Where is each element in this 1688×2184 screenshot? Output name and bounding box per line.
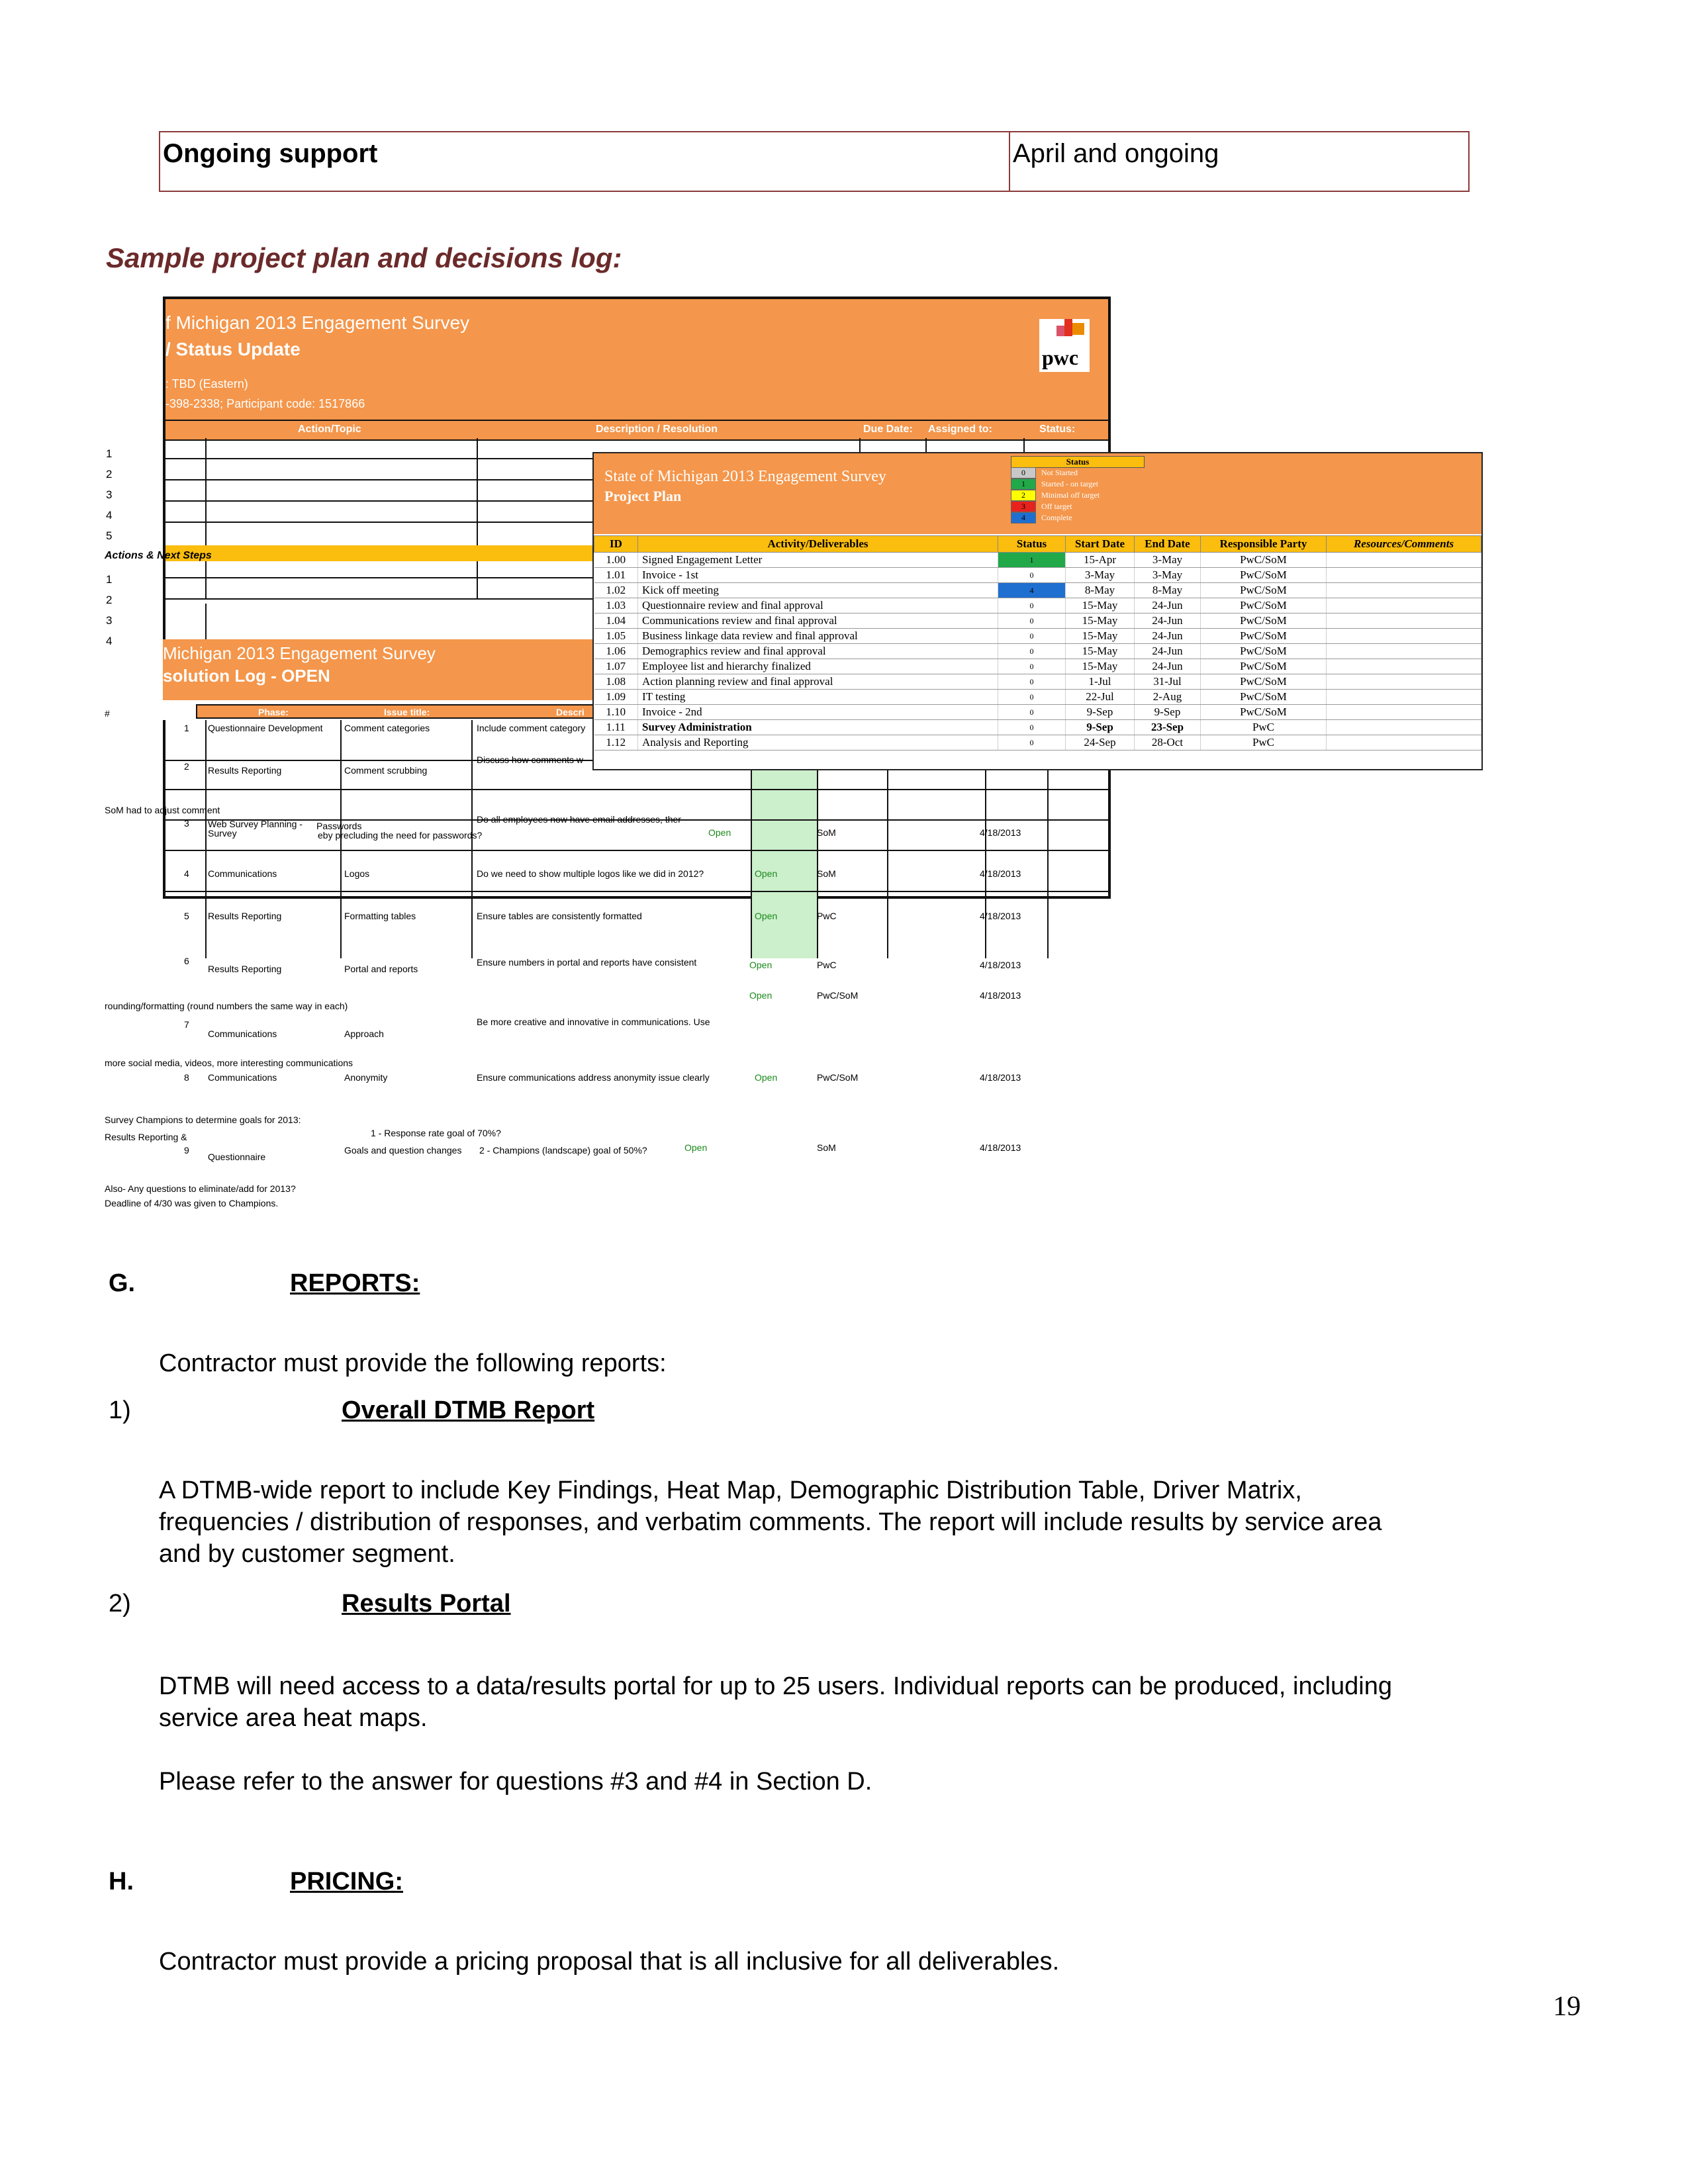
- project-plan-sheet: [592, 452, 1483, 770]
- plan-cell-end: 24-Jun: [1135, 598, 1201, 614]
- plan-cell-end: 3-May: [1135, 553, 1201, 568]
- plan-row: [594, 644, 1481, 659]
- next-step-numbers: 1 2 3 4: [106, 573, 113, 647]
- plan-cell-party: PwC/SoM: [1201, 690, 1327, 705]
- issue-overflow-4: Survey Champions to determine goals for 2013:: [105, 1115, 301, 1125]
- plan-cell-end: 9-Sep: [1135, 705, 1201, 720]
- plan-col-start: Start Date: [1066, 536, 1135, 553]
- plan-cell-id: 1.02: [594, 583, 638, 598]
- plan-row: [594, 720, 1481, 735]
- issue-col-phase: Phase:: [258, 707, 289, 717]
- plan-cell-party: PwC/SoM: [1201, 644, 1327, 659]
- plan-cell-status: 0: [998, 598, 1066, 614]
- item-2-number: 2): [109, 1590, 131, 1617]
- issue-overflow-5: Results Reporting &: [105, 1132, 187, 1142]
- plan-col-activity: Activity/Deliverables: [638, 536, 998, 553]
- plan-cell-id: 1.11: [594, 720, 638, 735]
- plan-cell-start: 15-Apr: [1066, 553, 1135, 568]
- issue-log-subtitle: solution Log - OPEN: [163, 666, 330, 686]
- issue-overflow-2: rounding/formatting (round numbers the same way in each): [105, 1001, 348, 1011]
- plan-col-id: ID: [594, 536, 638, 553]
- plan-cell-end: 24-Jun: [1135, 614, 1201, 629]
- plan-col-party: Responsible Party: [1201, 536, 1327, 553]
- plan-cell-start: 3-May: [1066, 568, 1135, 583]
- plan-col-end: End Date: [1135, 536, 1201, 553]
- status-legend: Status: [1011, 456, 1145, 468]
- col-due-date: Due Date:: [863, 424, 913, 435]
- plan-cell-start: 24-Sep: [1066, 735, 1135, 751]
- timeline-table: [159, 131, 1470, 192]
- issue-col-hash: #: [105, 708, 110, 719]
- plan-cell-status: 0: [998, 629, 1066, 644]
- plan-cell-end: 24-Jun: [1135, 644, 1201, 659]
- plan-cell-party: PwC/SoM: [1201, 659, 1327, 674]
- plan-cell-resources: [1327, 674, 1481, 690]
- plan-cell-end: 3-May: [1135, 568, 1201, 583]
- plan-cell-party: PwC: [1201, 735, 1327, 751]
- plan-row: [594, 674, 1481, 690]
- plan-cell-id: 1.05: [594, 629, 638, 644]
- section-h-title: PRICING:: [290, 1868, 403, 1895]
- plan-cell-id: 1.06: [594, 644, 638, 659]
- issue-log-title: Michigan 2013 Engagement Survey: [163, 643, 436, 663]
- plan-cell-status: 1: [998, 553, 1066, 568]
- plan-cell-end: 24-Jun: [1135, 659, 1201, 674]
- plan-cell-status: 0: [998, 705, 1066, 720]
- issue-overflow-6: 1 - Response rate goal of 70%?: [371, 1128, 501, 1138]
- plan-cell-id: 1.00: [594, 553, 638, 568]
- plan-cell-status: 0: [998, 568, 1066, 583]
- item-2-title: Results Portal: [342, 1590, 511, 1617]
- plan-row: [594, 598, 1481, 614]
- status-sheet-line2: -398-2338; Participant code: 1517866: [165, 397, 365, 410]
- plan-cell-party: PwC/SoM: [1201, 568, 1327, 583]
- project-plan-table: [594, 535, 1481, 751]
- reports-intro: Contractor must provide the following reports:: [159, 1349, 667, 1377]
- status-row-numbers: 1 2 3 4 5: [106, 447, 113, 542]
- issue-col-desc: Descri: [556, 707, 585, 717]
- plan-cell-status: 0: [998, 690, 1066, 705]
- plan-row: [594, 659, 1481, 674]
- issue-overflow-8: Deadline of 4/30 was given to Champions.: [105, 1198, 279, 1208]
- sample-heading: Sample project plan and decisions log:: [106, 242, 622, 273]
- plan-cell-activity: Questionnaire review and final approval: [638, 598, 998, 614]
- legend-items: 0 Not Started 1 Started - on target 2 Minimal off target 3 Off target 4 Complete: [1011, 467, 1100, 523]
- plan-cell-resources: [1327, 568, 1481, 583]
- plan-cell-activity: Communications review and final approval: [638, 614, 998, 629]
- col-description: Description / Resolution: [596, 424, 718, 435]
- section-d-reference: Please refer to the answer for questions #3 and #4 in Section D.: [159, 1768, 872, 1796]
- plan-header-row: [594, 536, 1481, 553]
- plan-cell-resources: [1327, 690, 1481, 705]
- plan-cell-party: PwC/SoM: [1201, 583, 1327, 598]
- plan-cell-status: 0: [998, 614, 1066, 629]
- plan-row: [594, 568, 1481, 583]
- plan-cell-id: 1.08: [594, 674, 638, 690]
- section-g-title: REPORTS:: [290, 1269, 420, 1297]
- plan-cell-resources: [1327, 629, 1481, 644]
- plan-row: [594, 553, 1481, 568]
- plan-cell-status: 0: [998, 674, 1066, 690]
- status-sheet-subtitle: / Status Update: [165, 339, 301, 359]
- plan-cell-end: 24-Jun: [1135, 629, 1201, 644]
- plan-title: State of Michigan 2013 Engagement Survey: [604, 468, 886, 485]
- plan-cell-resources: [1327, 583, 1481, 598]
- plan-cell-id: 1.10: [594, 705, 638, 720]
- plan-cell-party: PwC/SoM: [1201, 614, 1327, 629]
- plan-cell-activity: IT testing: [638, 690, 998, 705]
- plan-cell-id: 1.04: [594, 614, 638, 629]
- section-h-letter: H.: [109, 1868, 134, 1895]
- plan-cell-start: 9-Sep: [1066, 705, 1135, 720]
- plan-cell-id: 1.09: [594, 690, 638, 705]
- plan-cell-end: 31-Jul: [1135, 674, 1201, 690]
- plan-row: [594, 705, 1481, 720]
- plan-cell-activity: Employee list and hierarchy finalized: [638, 659, 998, 674]
- section-g-letter: G.: [109, 1269, 136, 1297]
- plan-cell-status: 0: [998, 720, 1066, 735]
- next-steps-label: Actions & Next Steps: [105, 550, 212, 561]
- issue-overflow-7: Also- Any questions to eliminate/add for 2013?: [105, 1183, 296, 1194]
- issue-col-title: Issue title:: [384, 707, 430, 717]
- plan-cell-party: PwC/SoM: [1201, 553, 1327, 568]
- plan-cell-party: PwC/SoM: [1201, 598, 1327, 614]
- item-1-number: 1): [109, 1396, 131, 1424]
- plan-cell-activity: Kick off meeting: [638, 583, 998, 598]
- plan-cell-start: 22-Jul: [1066, 690, 1135, 705]
- col-action: Action/Topic: [298, 424, 361, 435]
- task-label: Ongoing support: [160, 132, 1010, 191]
- plan-cell-start: 9-Sep: [1066, 720, 1135, 735]
- plan-cell-activity: Signed Engagement Letter: [638, 553, 998, 568]
- plan-cell-status: 0: [998, 659, 1066, 674]
- plan-cell-party: PwC/SoM: [1201, 705, 1327, 720]
- status-sheet-line1: : TBD (Eastern): [165, 377, 248, 390]
- plan-row: [594, 614, 1481, 629]
- plan-cell-party: PwC: [1201, 720, 1327, 735]
- plan-cell-activity: Survey Administration: [638, 720, 998, 735]
- plan-col-resources: Resources/Comments: [1327, 536, 1481, 553]
- col-assigned: Assigned to:: [928, 424, 992, 435]
- task-timing: April and ongoing: [1013, 139, 1219, 168]
- plan-cell-id: 1.01: [594, 568, 638, 583]
- plan-cell-id: 1.12: [594, 735, 638, 751]
- plan-cell-activity: Analysis and Reporting: [638, 735, 998, 751]
- plan-cell-activity: Business linkage data review and final approval: [638, 629, 998, 644]
- status-sheet-title: f Michigan 2013 Engagement Survey: [165, 312, 470, 333]
- plan-cell-status: 0: [998, 735, 1066, 751]
- plan-cell-resources: [1327, 644, 1481, 659]
- plan-cell-party: PwC/SoM: [1201, 629, 1327, 644]
- plan-cell-activity: Action planning review and final approval: [638, 674, 998, 690]
- plan-cell-party: PwC/SoM: [1201, 674, 1327, 690]
- plan-cell-start: 15-May: [1066, 629, 1135, 644]
- plan-cell-status: 4: [998, 583, 1066, 598]
- issue-overflow-1: SoM had to adjust comment: [105, 805, 220, 815]
- plan-cell-resources: [1327, 659, 1481, 674]
- plan-cell-start: 15-May: [1066, 598, 1135, 614]
- page-number: 19: [1553, 1991, 1581, 2022]
- plan-subtitle: Project Plan: [604, 488, 682, 504]
- plan-cell-start: 15-May: [1066, 644, 1135, 659]
- plan-cell-status: 0: [998, 644, 1066, 659]
- plan-cell-activity: Demographics review and final approval: [638, 644, 998, 659]
- plan-cell-start: 15-May: [1066, 614, 1135, 629]
- plan-cell-id: 1.07: [594, 659, 638, 674]
- plan-row: [594, 735, 1481, 751]
- item-2-body: DTMB will need access to a data/results portal for up to 25 users. Individual reports can be produced, including service area heat maps.: [159, 1672, 1393, 1732]
- plan-cell-activity: Invoice - 2nd: [638, 705, 998, 720]
- plan-cell-resources: [1327, 614, 1481, 629]
- item-1-title: Overall DTMB Report: [342, 1396, 595, 1424]
- plan-row: [594, 583, 1481, 598]
- plan-cell-resources: [1327, 735, 1481, 751]
- plan-col-status: Status: [998, 536, 1066, 553]
- plan-cell-resources: [1327, 553, 1481, 568]
- plan-cell-end: 8-May: [1135, 583, 1201, 598]
- plan-cell-start: 8-May: [1066, 583, 1135, 598]
- plan-cell-resources: [1327, 598, 1481, 614]
- pricing-body: Contractor must provide a pricing proposal that is all inclusive for all deliverables.: [159, 1948, 1060, 1976]
- plan-cell-resources: [1327, 705, 1481, 720]
- issue-overflow-3: more social media, videos, more interesting communications: [105, 1058, 353, 1068]
- pwc-logo: pwc: [1039, 319, 1090, 372]
- plan-row: [594, 690, 1481, 705]
- plan-cell-id: 1.03: [594, 598, 638, 614]
- plan-cell-start: 15-May: [1066, 659, 1135, 674]
- plan-cell-activity: Invoice - 1st: [638, 568, 998, 583]
- item-1-body: A DTMB-wide report to include Key Findings, Heat Map, Demographic Distribution Table, Driver Matrix, frequencies / distribution of responses, and verbatim comments. The report will include results by service area and by customer segment.: [159, 1477, 1382, 1568]
- plan-cell-end: 2-Aug: [1135, 690, 1201, 705]
- plan-cell-end: 28-Oct: [1135, 735, 1201, 751]
- plan-cell-start: 1-Jul: [1066, 674, 1135, 690]
- col-status: Status:: [1039, 424, 1076, 435]
- plan-row: [594, 629, 1481, 644]
- plan-cell-resources: [1327, 720, 1481, 735]
- plan-cell-end: 23-Sep: [1135, 720, 1201, 735]
